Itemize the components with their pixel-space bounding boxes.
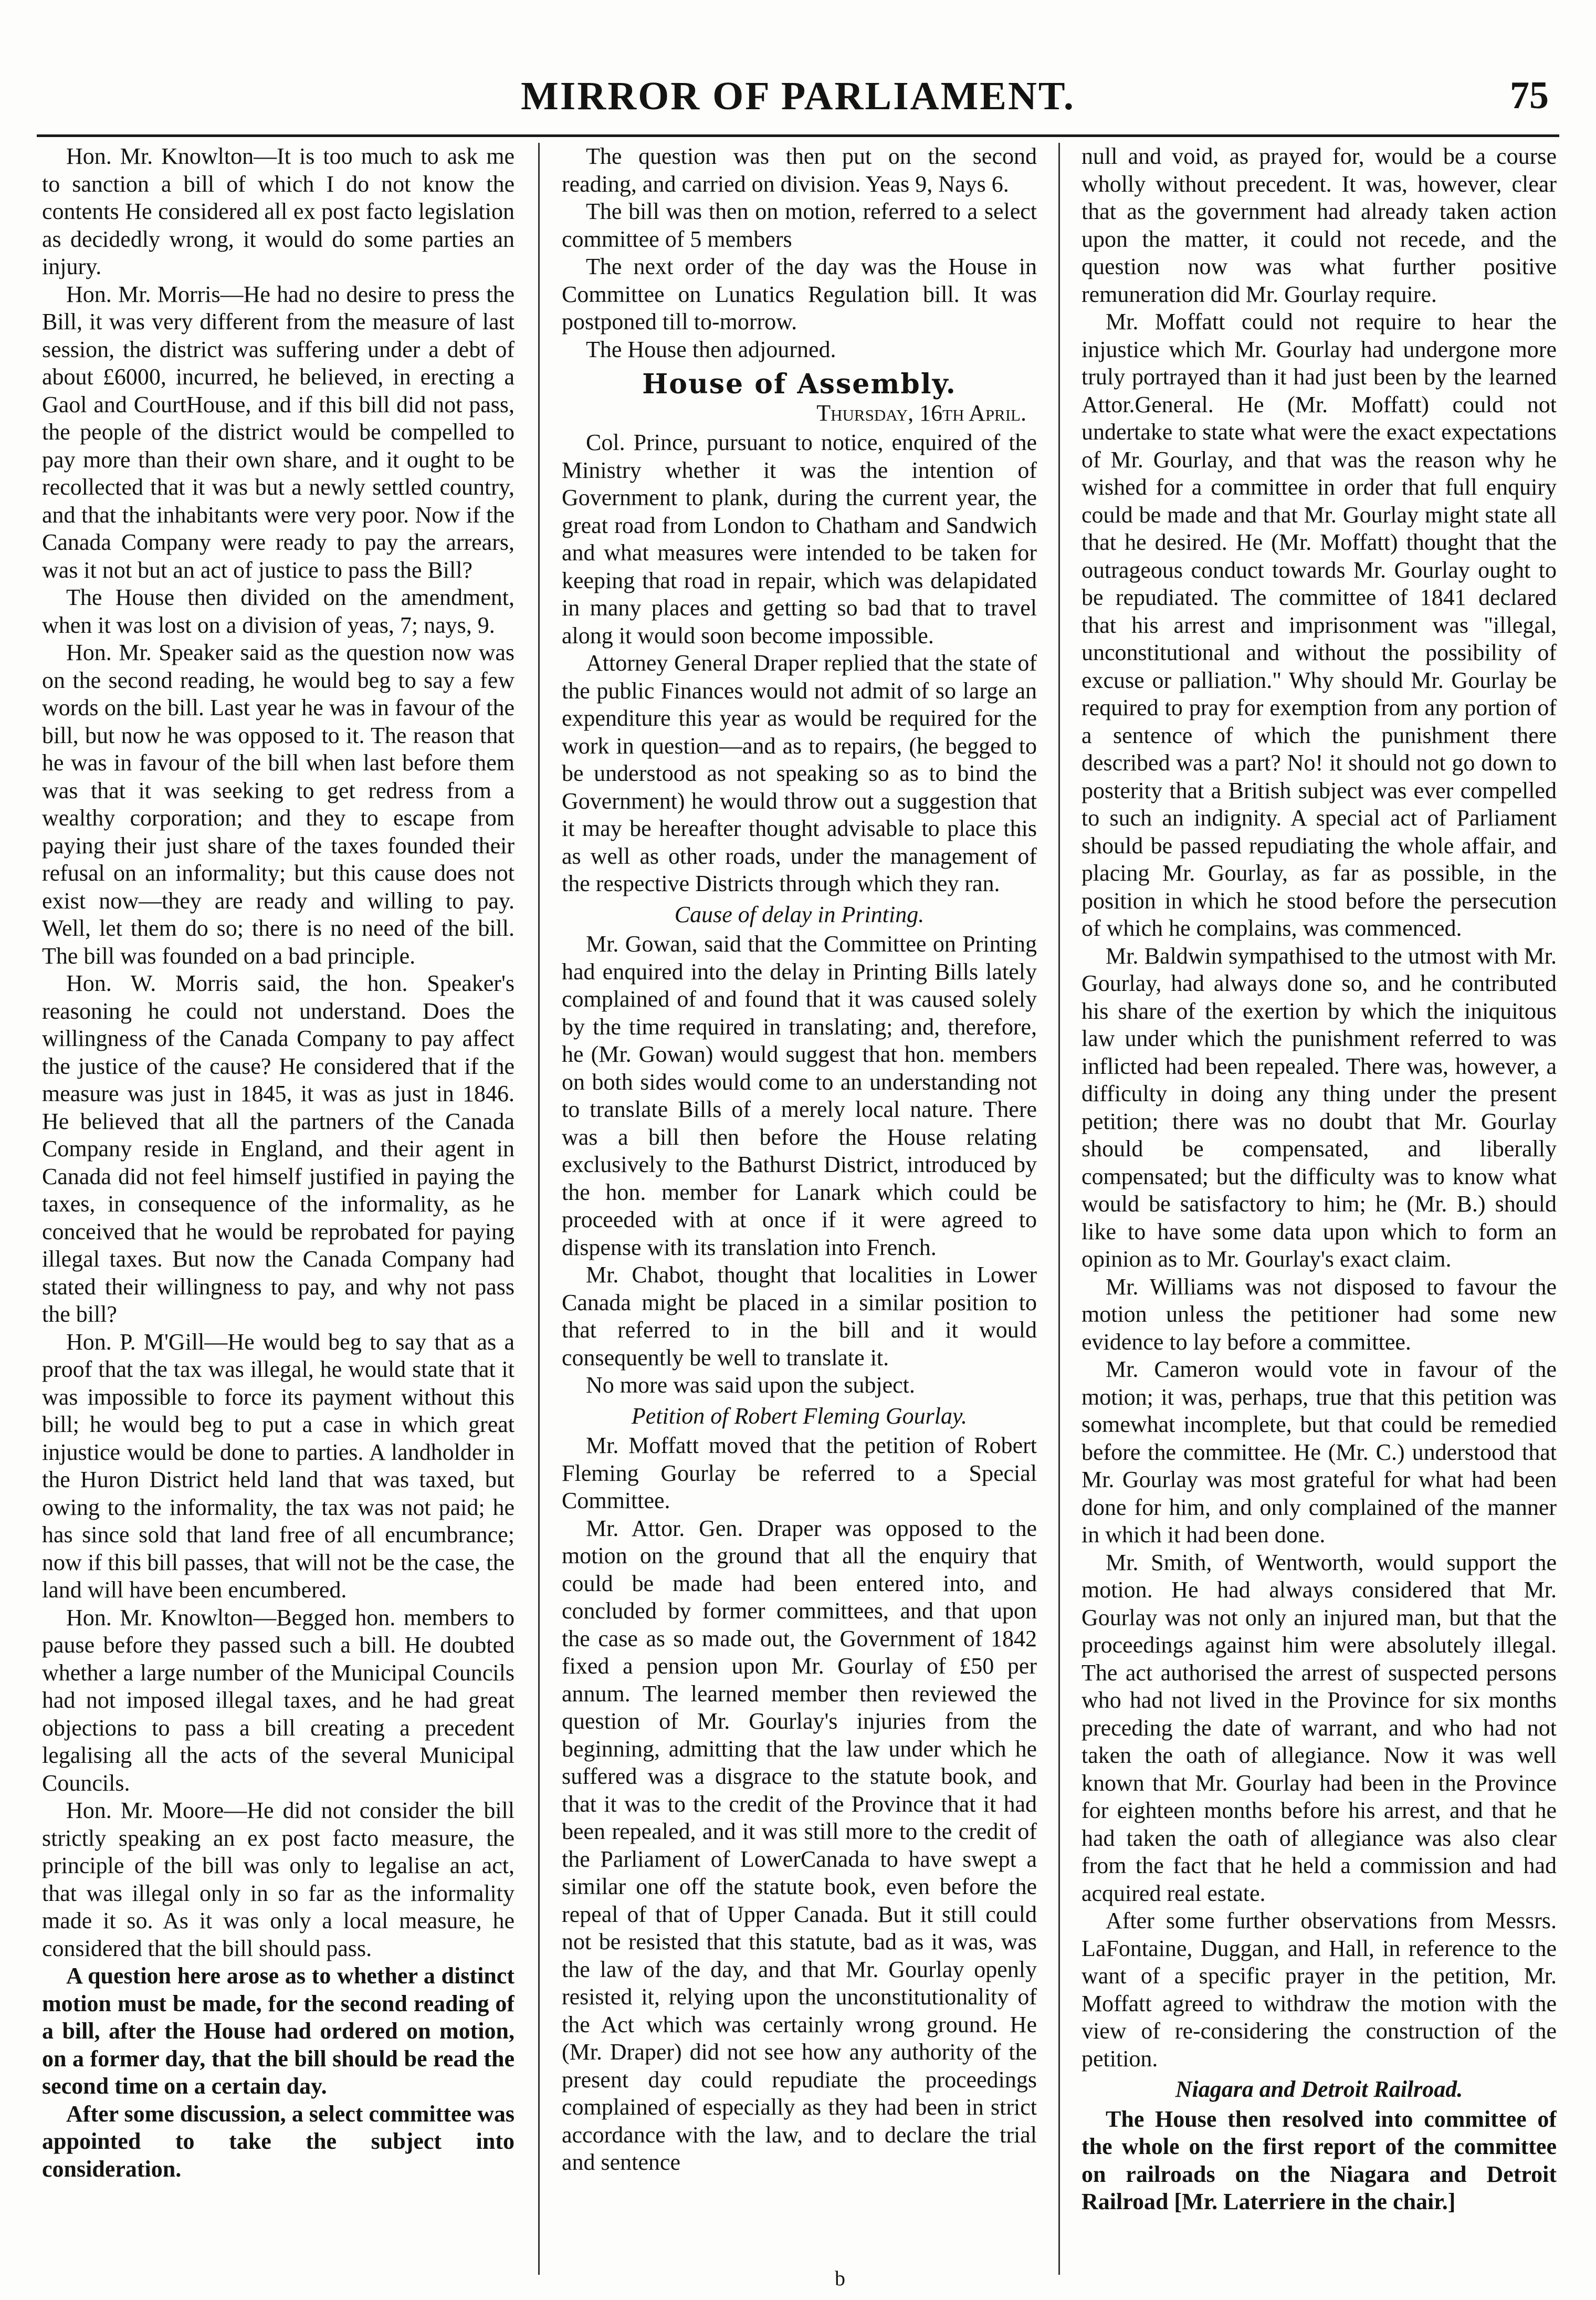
paragraph: The question was then put on the second reading, and carried on division. Yeas 9, Nays 6. xyxy=(562,143,1037,197)
paragraph: A question here arose as to whether a distinct motion must be made, for the second reading of a bill, after the House had ordered on motion, on a former day, that the bill should be read the second time on a certain day. xyxy=(42,1963,514,2099)
paragraph: Mr. Attor. Gen. Draper was opposed to the motion on the ground that all the enquiry that could be made had been entered into, and concluded by former committees, and that upon the case as so made out, the Government of 1842 fixed a pension upon Mr. Gourlay of £50 per annum. The learned member then reviewed the question of Mr. Gourlay's injuries from the beginning, admitting that the law under which he suffered was a disgrace to the statute book, and that it was to the credit of the Province that it had been repealed, and it was still more to the credit of the Parliament of LowerCanada to have swept a similar one off the statute book, even before the repeal of that of Upper Canada. But it still could not be resisted that this statute, bad as it was, was the law of the day, and that Mr. Gourlay openly resisted it, relying upon the unconstitutionality of the Act which was certainly wrong ground. He (Mr. Draper) did not see how any authority of the present day could repudiate the proceedings complained of especially as they had been in strict accordance with the law, and to declare the trial and sentence xyxy=(562,1515,1037,2175)
paragraph: Mr. Moffatt moved that the petition of Robert Fleming Gourlay be referred to a Special Committee. xyxy=(562,1433,1037,1513)
paragraph: Mr. Moffatt could not require to hear the injustice which Mr. Gourlay had undergone more truly portrayed than it had just been by the learned Attor.General. He (Mr. Moffatt) could not undertake to state what were the exact expectations of Mr. Gourlay, and that was the reason why he wished for a committee in order that full enquiry could be made and that Mr. Gourlay might state all that he desired. He (Mr. Moffatt) thought that the outrageous conduct towards Mr. Gourlay ought to be repudiated. The committee of 1841 declared that his arrest and imprisonment was "illegal, unconstitutional and without the possibility of excuse or palliation." Why should Mr. Gourlay be required to pray for exemption from any portion of a sentence of which the punishment there described was a part? No! it should not go down to posterity that a British subject was ever compelled to such an indignity. A special act of Parliament should be passed repudiating the whole affair, and placing Mr. Gourlay, as far as possible, in the position in which he stood before the persecution of which he complains, was commenced. xyxy=(1082,309,1557,941)
subsection-heading: Niagara and Detroit Railroad. xyxy=(1175,2076,1463,2102)
paragraph: Mr. Chabot, thought that localities in Lower Canada might be placed in a similar position to that referred to in the bill and it would consequently be well to translate it. xyxy=(562,1262,1037,1371)
paragraph: The House then divided on the amendment, when it was lost on a division of yeas, 7; nays, 9. xyxy=(42,584,514,638)
paragraph: Hon. Mr. Knowlton—It is too much to ask me to sanction a bill of which I do not know the contents He considered all ex post facto legislation as decidedly wrong, it would do some parties an injury. xyxy=(42,143,514,279)
column-divider xyxy=(1058,143,1060,2275)
section-heading: House of Assembly. xyxy=(642,368,957,400)
paragraph: The bill was then on motion, referred to a select committee of 5 members xyxy=(562,198,1037,252)
page-number: 75 xyxy=(1510,74,1549,117)
paragraph: After some discussion, a select committee was appointed to take the subject into consideration. xyxy=(42,2100,514,2182)
paragraph: Mr. Smith, of Wentworth, would support the motion. He had always considered that Mr. Gourlay was not only an injured man, but that the proceedings against him were absolutely illegal. The act authorised the arrest of suspected persons who had not lived in the Province for six months preceding the date of warrant, and who had not taken the oath of allegiance. Now it was well known that Mr. Gourlay had been in the Province for eighteen months before his arrest, and that he had taken the oath of allegiance was also clear from the fact that he held a commission and had acquired real estate. xyxy=(1082,1549,1557,1906)
paragraph: Hon. W. Morris said, the hon. Speaker's reasoning he could not understand. Does the willingness of the Canada Company to pay affect the justice of the cause? He considered that if the measure was just in 1845, it was as just in 1846. He believed that all the partners of the Canada Company reside in England, and their agent in Canada did not feel himself justified in paying the taxes, in consequence of the informality, as he conceived that he would be reprobated for paying illegal taxes. But now the Canada Company had stated their willingness to pay, and why not pass the bill? xyxy=(42,970,514,1327)
paragraph: Attorney General Draper replied that the state of the public Finances would not admit of so large an expenditure this year as would be required for the work in question—and as to repairs, (he begged to be understood as not speaking so as to bind the Government) he would throw out a suggestion that it may be hereafter thought advisable to place this as well as other roads, under the management of the respective Districts through which they ran. xyxy=(562,650,1037,896)
header-rule xyxy=(37,134,1559,137)
paragraph: The next order of the day was the House in Committee on Lunatics Regulation bill. It was postponed till to-morrow. xyxy=(562,254,1037,334)
paragraph: null and void, as prayed for, would be a course wholly without precedent. It was, however, clear that as the government had already taken action upon the matter, it could not recede, and the question now was what further positive remuneration did Mr. Gourlay require. xyxy=(1082,143,1557,307)
paragraph: Hon. Mr. Speaker said as the question now was on the second reading, he would beg to say a few words on the bill. Last year he was in favour of the bill, but now he was opposed to it. The reason that he was in favour of the bill when last before them was that it was seeking to get redress from a wealthy corporation; and they to escape from paying their just share of the taxes founded their refusal on an informality; but this cause does not exist now—they are ready and willing to pay. Well, let them do so; there is no need of the bill. The bill was founded on a bad principle. xyxy=(42,640,514,969)
paragraph: Mr. Cameron would vote in favour of the motion; it was, perhaps, true that this petition was somewhat incomplete, but that could be remedied before the committee. He (Mr. C.) understood that Mr. Gourlay was most grateful for what had been done for him, and only complained of the manner in which it had been done. xyxy=(1082,1356,1557,1548)
column-1 xyxy=(42,143,514,2275)
subsection-heading: Petition of Robert Fleming Gourlay. xyxy=(631,1403,968,1429)
paragraph: The House then resolved into committee of the whole on the first report of the committee on railroads on the Niagara and Detroit Railroad [Mr. Laterriere in the chair.] xyxy=(1082,2106,1557,2214)
paragraph: Hon. P. M'Gill—He would beg to say that as a proof that the tax was illegal, he would state that it was impossible to force its payment without this bill; he would beg to put a case in which great injustice would be done to parties. A landholder in the Huron District held land that was taxed, but owing to the informality, the tax was not paid; he has since sold that land free of all encumbrance; now if this bill passes, that will not be the case, the land will have been encumbered. xyxy=(42,1329,514,1603)
footer-mark: b xyxy=(835,2266,845,2290)
page-header xyxy=(37,74,1559,131)
paragraph: Mr. Baldwin sympathised to the utmost with Mr. Gourlay, had always done so, and he contributed his share of the exertion by which the iniquitous law under which the punishment referred to was inflicted had been repealed. There was, however, a difficulty in doing any thing under the present petition; there was no doubt that Mr. Gourlay should be compensated, and liberally compensated; but the difficulty was to know what would be satisfactory to him; he (Mr. B.) should like to have some data upon which to form an opinion as to Mr. Gourlay's exact claim. xyxy=(1082,943,1557,1272)
column-2 xyxy=(562,143,1037,2275)
paragraph: After some further observations from Messrs. LaFontaine, Duggan, and Hall, in reference to the want of a specific prayer in the petition, Mr. Moffatt agreed to withdraw the motion with the view of re-considering the construction of the petition. xyxy=(1082,1908,1557,2072)
paragraph: Col. Prince, pursuant to notice, enquired of the Ministry whether it was the intention of Government to plank, during the current year, the great road from London to Chatham and Sandwich and what measures were intended to be taken for keeping that road in repair, which was delapidated in many places and getting so bad that to travel along it would soon become impossible. xyxy=(562,430,1037,649)
subsection-heading: Cause of delay in Printing. xyxy=(674,901,925,927)
session-date: Thursday, 16th April. xyxy=(816,400,1026,426)
paragraph: Hon. Mr. Moore—He did not consider the bill strictly speaking an ex post facto measure, the principle of the bill was only to legalise an act, that was illegal only in so far as the informality made it so. As it was only a local measure, he considered that the bill should pass. xyxy=(42,1797,514,1961)
paragraph: No more was said upon the subject. xyxy=(586,1372,915,1398)
column-divider xyxy=(538,143,540,2275)
paragraph: Mr. Gowan, said that the Committee on Printing had enquired into the delay in Printing Bills lately complained of and found that it was caused solely by the time required in translating; and, therefore, he (Mr. Gowan) would suggest that hon. members on both sides would come to an understanding not to translate Bills of a merely local nature. There was a bill then before the House relating exclusively to the Bathurst District, introduced by the hon. member for Lanark which could be proceeded with at once if it were agreed to dispense with its translation into French. xyxy=(562,931,1037,1260)
paragraph: The House then adjourned. xyxy=(586,336,836,362)
paragraph: Hon. Mr. Morris—He had no desire to press the Bill, it was very different from the measure of last session, the district was suffering under a debt of about £6000, incurred, he believed, in erecting a Gaol and CourtHouse, and if this bill did not pass, the people of the district would be compelled to pay more than their own share, and it ought to be recollected that it was but a newly settled country, and that the inhabitants were very poor. Now if the Canada Company were ready to pay the arrears, was it not but an act of justice to pass the Bill? xyxy=(42,281,514,583)
journal-title: MIRROR OF PARLIAMENT. xyxy=(521,74,1075,118)
paragraph: Hon. Mr. Knowlton—Begged hon. members to pause before they passed such a bill. He doubted whether a large number of the Municipal Councils had not imposed illegal taxes, and he had great objections to pass a bill creating a precedent legalising all the acts of the several Municipal Councils. xyxy=(42,1604,514,1796)
column-3 xyxy=(1082,143,1557,2275)
paragraph: Mr. Williams was not disposed to favour the motion unless the petitioner had some new evidence to lay before a committee. xyxy=(1082,1273,1557,1355)
